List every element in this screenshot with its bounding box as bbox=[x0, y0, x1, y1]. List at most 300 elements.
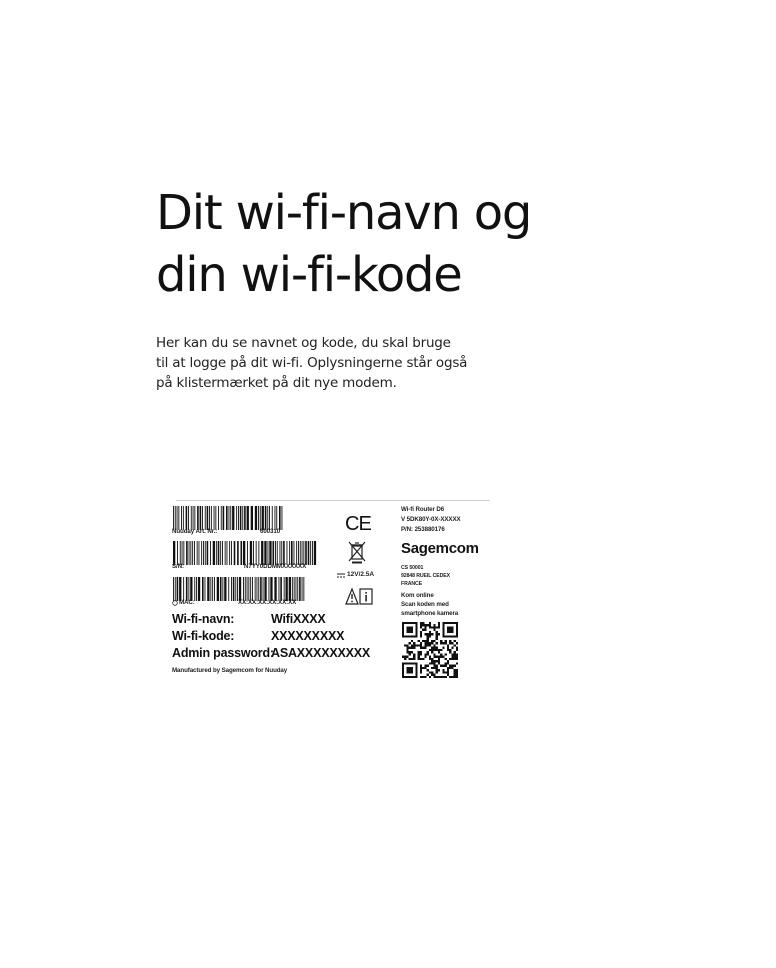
qr-module bbox=[415, 631, 417, 633]
sn-barcode bbox=[172, 541, 318, 565]
qr-module bbox=[447, 662, 449, 664]
qr-module bbox=[438, 651, 440, 653]
qr-module bbox=[445, 640, 447, 642]
qr-module bbox=[422, 640, 424, 642]
barcode-bar bbox=[287, 541, 288, 565]
qr-module bbox=[420, 647, 422, 649]
qr-module bbox=[433, 662, 435, 664]
qr-module bbox=[406, 644, 408, 646]
wifi-name-value: WifiXXXX bbox=[271, 612, 326, 626]
barcode-bar bbox=[220, 577, 222, 601]
qr-module bbox=[449, 642, 451, 644]
qr-module bbox=[456, 631, 458, 633]
qr-module bbox=[440, 649, 442, 651]
barcode-bar bbox=[255, 506, 257, 530]
qr-module bbox=[431, 633, 433, 635]
qr-module bbox=[454, 676, 456, 678]
qr-module bbox=[427, 651, 429, 653]
qr-module bbox=[431, 642, 433, 644]
barcode-bar bbox=[193, 506, 194, 530]
mac-icon bbox=[172, 600, 178, 606]
qr-module bbox=[429, 633, 431, 635]
qr-module bbox=[438, 660, 440, 662]
address-line-3: FRANCE bbox=[401, 581, 423, 587]
barcode-bar bbox=[258, 577, 259, 601]
qr-module bbox=[424, 640, 426, 642]
qr-module bbox=[418, 653, 420, 655]
barcode-bar bbox=[189, 541, 190, 565]
qr-module bbox=[433, 649, 435, 651]
qr-module bbox=[436, 665, 438, 667]
barcode-bar bbox=[294, 577, 295, 601]
qr-module bbox=[420, 631, 422, 633]
qr-module bbox=[433, 629, 435, 631]
barcode-bar bbox=[200, 506, 202, 530]
qr-module bbox=[406, 622, 408, 624]
barcode-bar bbox=[258, 541, 259, 565]
barcode-bar bbox=[183, 506, 184, 530]
qr-module bbox=[456, 635, 458, 637]
wifi-name-label: Wi-fi-navn: bbox=[172, 612, 235, 626]
qr-module bbox=[436, 649, 438, 651]
barcode-bar bbox=[302, 577, 303, 601]
barcode-bar bbox=[210, 541, 211, 565]
qr-module bbox=[411, 622, 413, 624]
qr-module bbox=[449, 629, 451, 631]
qr-module bbox=[415, 626, 417, 628]
barcode-bar bbox=[250, 577, 251, 601]
qr-module bbox=[454, 635, 456, 637]
qr-module bbox=[447, 669, 449, 671]
barcode-bar bbox=[255, 577, 256, 601]
barcode-bar bbox=[237, 577, 238, 601]
barcode-bar bbox=[300, 541, 301, 565]
qr-module bbox=[449, 640, 451, 642]
barcode-bar bbox=[231, 541, 232, 565]
qr-module bbox=[451, 665, 453, 667]
barcode-bar bbox=[183, 577, 184, 601]
qr-module bbox=[433, 665, 435, 667]
barcode-bar bbox=[248, 577, 249, 601]
qr-module bbox=[449, 631, 451, 633]
qr-module bbox=[436, 626, 438, 628]
barcode-bar bbox=[233, 577, 235, 601]
barcode-bar bbox=[202, 577, 204, 601]
barcode-bar bbox=[305, 541, 307, 565]
qr-module bbox=[445, 653, 447, 655]
barcode-bar bbox=[186, 577, 188, 601]
barcode-bar bbox=[225, 541, 226, 565]
qr-module bbox=[411, 629, 413, 631]
qr-module bbox=[436, 667, 438, 669]
qr-module bbox=[420, 624, 422, 626]
barcode-bar bbox=[222, 541, 223, 565]
qr-module bbox=[409, 651, 411, 653]
qr-module bbox=[402, 631, 404, 633]
qr-module bbox=[402, 635, 404, 637]
admin-password-value: ASAXXXXXXXXX bbox=[271, 646, 371, 660]
barcode-bar bbox=[202, 506, 203, 530]
barcode-bar bbox=[188, 577, 189, 601]
qr-module bbox=[418, 640, 420, 642]
barcode-bar bbox=[275, 541, 276, 565]
qr-module bbox=[415, 667, 417, 669]
qr-module bbox=[411, 626, 413, 628]
qr-module bbox=[442, 642, 444, 644]
qr-module bbox=[451, 642, 453, 644]
qr-module bbox=[402, 622, 404, 624]
qr-module bbox=[431, 674, 433, 676]
qr-module bbox=[424, 629, 426, 631]
qr-module bbox=[442, 671, 444, 673]
qr-module bbox=[406, 649, 408, 651]
weee-bin-icon bbox=[347, 540, 367, 564]
qr-module bbox=[447, 635, 449, 637]
qr-module bbox=[427, 644, 429, 646]
barcode-bar bbox=[240, 506, 242, 530]
barcode-bar bbox=[283, 541, 285, 565]
qr-module bbox=[413, 676, 415, 678]
qr-module bbox=[433, 660, 435, 662]
page-title-line-2: din wi-fi-kode bbox=[156, 247, 462, 303]
barcode-bar bbox=[250, 541, 252, 565]
qr-module bbox=[406, 669, 408, 671]
barcode-bar bbox=[280, 577, 282, 601]
barcode-bar bbox=[263, 577, 264, 601]
qr-module bbox=[402, 633, 404, 635]
barcode-bar bbox=[220, 541, 221, 565]
qr-module bbox=[431, 626, 433, 628]
qr-module bbox=[415, 629, 417, 631]
qr-module bbox=[447, 649, 449, 651]
qr-module bbox=[420, 658, 422, 660]
qr-module bbox=[454, 622, 456, 624]
qr-module bbox=[409, 667, 411, 669]
barcode-bar bbox=[194, 506, 195, 530]
qr-module bbox=[456, 642, 458, 644]
barcode-bar bbox=[190, 541, 191, 565]
qr-module bbox=[402, 674, 404, 676]
qr-module bbox=[436, 633, 438, 635]
qr-module bbox=[451, 629, 453, 631]
barcode-bar bbox=[279, 577, 280, 601]
qr-module bbox=[429, 626, 431, 628]
barcode-bar bbox=[181, 506, 182, 530]
barcode-bar bbox=[269, 506, 270, 530]
qr-module bbox=[438, 676, 440, 678]
qr-module bbox=[409, 631, 411, 633]
qr-module bbox=[409, 642, 411, 644]
qr-module bbox=[456, 676, 458, 678]
barcode-bar bbox=[258, 506, 259, 530]
qr-module bbox=[429, 662, 431, 664]
qr-module bbox=[409, 676, 411, 678]
qr-module bbox=[418, 658, 420, 660]
qr-module bbox=[415, 669, 417, 671]
barcode-bar bbox=[203, 541, 204, 565]
qr-module bbox=[442, 665, 444, 667]
barcode-bar bbox=[277, 541, 278, 565]
qr-module bbox=[424, 647, 426, 649]
qr-module bbox=[436, 635, 438, 637]
qr-module bbox=[402, 676, 404, 678]
barcode-bar bbox=[257, 577, 258, 601]
qr-module bbox=[454, 674, 456, 676]
barcode-bar bbox=[279, 506, 281, 530]
wifi-code-value: XXXXXXXXX bbox=[271, 629, 345, 643]
qr-module bbox=[411, 644, 413, 646]
qr-module bbox=[415, 633, 417, 635]
qr-module bbox=[409, 622, 411, 624]
intro-line-1: Her kan du se navnet og kode, du skal bruge bbox=[156, 335, 451, 351]
barcode-bar bbox=[188, 506, 189, 530]
barcode-bar bbox=[173, 541, 175, 565]
qr-module bbox=[411, 631, 413, 633]
barcode-bar bbox=[228, 577, 229, 601]
qr-module bbox=[404, 635, 406, 637]
qr-module bbox=[454, 671, 456, 673]
barcode-bar bbox=[310, 541, 311, 565]
barcode-bar bbox=[243, 577, 244, 601]
qr-module bbox=[413, 647, 415, 649]
qr-module bbox=[406, 635, 408, 637]
qr-module bbox=[433, 667, 435, 669]
qr-module bbox=[433, 647, 435, 649]
qr-module bbox=[402, 667, 404, 669]
qr-module bbox=[427, 635, 429, 637]
qr-module bbox=[420, 665, 422, 667]
online-line-2: Scan koden med bbox=[401, 601, 449, 608]
barcode-bar bbox=[218, 541, 220, 565]
qr-module bbox=[406, 626, 408, 628]
qr-module bbox=[427, 669, 429, 671]
qr-module bbox=[413, 642, 415, 644]
barcode-bar bbox=[251, 506, 253, 530]
qr-module bbox=[420, 633, 422, 635]
qr-module bbox=[442, 647, 444, 649]
qr-module bbox=[442, 635, 444, 637]
barcode-bar bbox=[213, 541, 215, 565]
qr-module bbox=[447, 660, 449, 662]
barcode-bar bbox=[303, 541, 304, 565]
qr-module bbox=[429, 649, 431, 651]
qr-module bbox=[411, 640, 413, 642]
qr-module bbox=[406, 662, 408, 664]
qr-module bbox=[413, 644, 415, 646]
qr-module bbox=[433, 656, 435, 658]
qr-module bbox=[424, 676, 426, 678]
barcode-bar bbox=[179, 577, 181, 601]
barcode-bar bbox=[236, 506, 237, 530]
qr-module bbox=[429, 622, 431, 624]
qr-module bbox=[420, 669, 422, 671]
qr-module bbox=[420, 635, 422, 637]
barcode-bar bbox=[298, 541, 299, 565]
mac-value: XX:XX:XX:XX:XX:XX bbox=[238, 599, 297, 606]
qr-module bbox=[411, 669, 413, 671]
barcode-bar bbox=[237, 541, 239, 565]
qr-module bbox=[429, 642, 431, 644]
barcode-bar bbox=[214, 577, 215, 601]
art-value: 600310 bbox=[260, 528, 281, 535]
qr-module bbox=[429, 624, 431, 626]
manufactured-by: Manufactured by Sagemcom for Nuuday bbox=[172, 667, 288, 674]
qr-module bbox=[409, 653, 411, 655]
barcode-bar bbox=[256, 541, 257, 565]
barcode-bar bbox=[175, 506, 176, 530]
qr-module bbox=[433, 674, 435, 676]
barcode-bar bbox=[243, 541, 245, 565]
qr-module bbox=[427, 638, 429, 640]
qr-module bbox=[456, 669, 458, 671]
qr-module bbox=[411, 671, 413, 673]
barcode-bar bbox=[276, 506, 277, 530]
sticker-top-line bbox=[176, 500, 490, 501]
qr-module bbox=[456, 671, 458, 673]
qr-module bbox=[447, 629, 449, 631]
barcode-bar bbox=[223, 506, 225, 530]
barcode-bar bbox=[308, 541, 310, 565]
barcode-bar bbox=[230, 506, 231, 530]
barcode-bar bbox=[212, 577, 213, 601]
qr-module bbox=[447, 622, 449, 624]
barcode-bar bbox=[275, 506, 276, 530]
qr-module bbox=[447, 644, 449, 646]
qr-module bbox=[411, 676, 413, 678]
qr-module bbox=[420, 671, 422, 673]
qr-module bbox=[424, 642, 426, 644]
qr-module bbox=[420, 667, 422, 669]
qr-module bbox=[436, 669, 438, 671]
qr-module bbox=[454, 653, 456, 655]
qr-module bbox=[436, 671, 438, 673]
qr-module bbox=[456, 653, 458, 655]
barcode-bar bbox=[180, 541, 181, 565]
page-title bbox=[156, 182, 531, 306]
barcode-bar bbox=[194, 577, 195, 601]
qr-module bbox=[420, 653, 422, 655]
qr-module bbox=[454, 669, 456, 671]
intro-line-3: på klistermærket på dit nye modem. bbox=[156, 375, 397, 391]
qr-module bbox=[449, 665, 451, 667]
qr-module bbox=[422, 622, 424, 624]
qr-module bbox=[438, 658, 440, 660]
qr-module bbox=[420, 644, 422, 646]
qr-module bbox=[431, 660, 433, 662]
barcode-bar bbox=[199, 541, 200, 565]
barcode-bar bbox=[177, 541, 178, 565]
qr-module bbox=[424, 665, 426, 667]
qr-module bbox=[404, 676, 406, 678]
barcode-bar bbox=[241, 541, 243, 565]
address-line-1: CS 50001 bbox=[401, 565, 424, 571]
qr-module bbox=[433, 640, 435, 642]
qr-module bbox=[420, 642, 422, 644]
qr-module bbox=[404, 622, 406, 624]
barcode-bar bbox=[284, 577, 285, 601]
qr-module bbox=[424, 633, 426, 635]
qr-module bbox=[427, 640, 429, 642]
qr-module bbox=[409, 658, 411, 660]
qr-module bbox=[420, 626, 422, 628]
qr-module bbox=[415, 622, 417, 624]
qr-module bbox=[411, 662, 413, 664]
qr-module bbox=[442, 676, 444, 678]
qr-module bbox=[402, 671, 404, 673]
qr-module bbox=[404, 662, 406, 664]
power-rating: 12V/2.5A bbox=[347, 571, 375, 578]
manual-warning-icon bbox=[345, 587, 373, 605]
qr-module bbox=[440, 656, 442, 658]
qr-module bbox=[424, 667, 426, 669]
qr-module bbox=[454, 665, 456, 667]
qr-module bbox=[406, 667, 408, 669]
barcode-bar bbox=[207, 577, 209, 601]
qr-module bbox=[436, 656, 438, 658]
wifi-code-label: Wi-fi-kode: bbox=[172, 629, 235, 643]
barcode-bar bbox=[242, 506, 243, 530]
barcode-bar bbox=[229, 541, 230, 565]
qr-module bbox=[406, 656, 408, 658]
ce-mark: CE bbox=[345, 513, 371, 535]
qr-module bbox=[438, 656, 440, 658]
barcode-bar bbox=[216, 541, 217, 565]
qr-module bbox=[406, 671, 408, 673]
barcode-bar bbox=[192, 541, 193, 565]
barcode-bar bbox=[194, 541, 195, 565]
qr-module bbox=[415, 635, 417, 637]
qr-module bbox=[429, 671, 431, 673]
address-line-2: 92848 RUEIL CEDEX bbox=[401, 573, 450, 579]
intro-text bbox=[156, 333, 516, 393]
qr-module bbox=[429, 635, 431, 637]
qr-module bbox=[431, 667, 433, 669]
barcode-bar bbox=[197, 506, 199, 530]
qr-module bbox=[447, 674, 449, 676]
qr-module bbox=[440, 653, 442, 655]
qr-module bbox=[431, 649, 433, 651]
barcode-bar bbox=[209, 506, 210, 530]
mac-barcode bbox=[172, 577, 306, 601]
sn-value: N7YY0DDMMXXXXXX bbox=[244, 563, 307, 570]
barcode-bar bbox=[227, 541, 228, 565]
qr-module bbox=[442, 624, 444, 626]
qr-module bbox=[409, 671, 411, 673]
qr-module bbox=[456, 656, 458, 658]
art-label: Nuuday Art. Nr.: bbox=[172, 528, 218, 535]
barcode-bar bbox=[286, 577, 288, 601]
qr-module bbox=[442, 629, 444, 631]
router-version: V 5DK80Y-0X-XXXXX bbox=[401, 516, 461, 523]
qr-module bbox=[429, 676, 431, 678]
barcode-bar bbox=[260, 506, 261, 530]
barcode-bar bbox=[177, 506, 178, 530]
qr-module bbox=[433, 624, 435, 626]
qr-module bbox=[449, 635, 451, 637]
online-line-1: Kom online bbox=[401, 592, 434, 599]
qr-module bbox=[454, 640, 456, 642]
barcode-bar bbox=[289, 577, 291, 601]
qr-module bbox=[438, 633, 440, 635]
dc-power-icon bbox=[337, 573, 345, 578]
barcode-bar bbox=[269, 577, 270, 601]
router-model: Wi-fi Router D6 bbox=[401, 506, 445, 513]
qr-module bbox=[413, 658, 415, 660]
qr-module bbox=[420, 651, 422, 653]
modem-sticker-image bbox=[168, 500, 490, 680]
qr-module bbox=[402, 665, 404, 667]
qr-module bbox=[445, 665, 447, 667]
